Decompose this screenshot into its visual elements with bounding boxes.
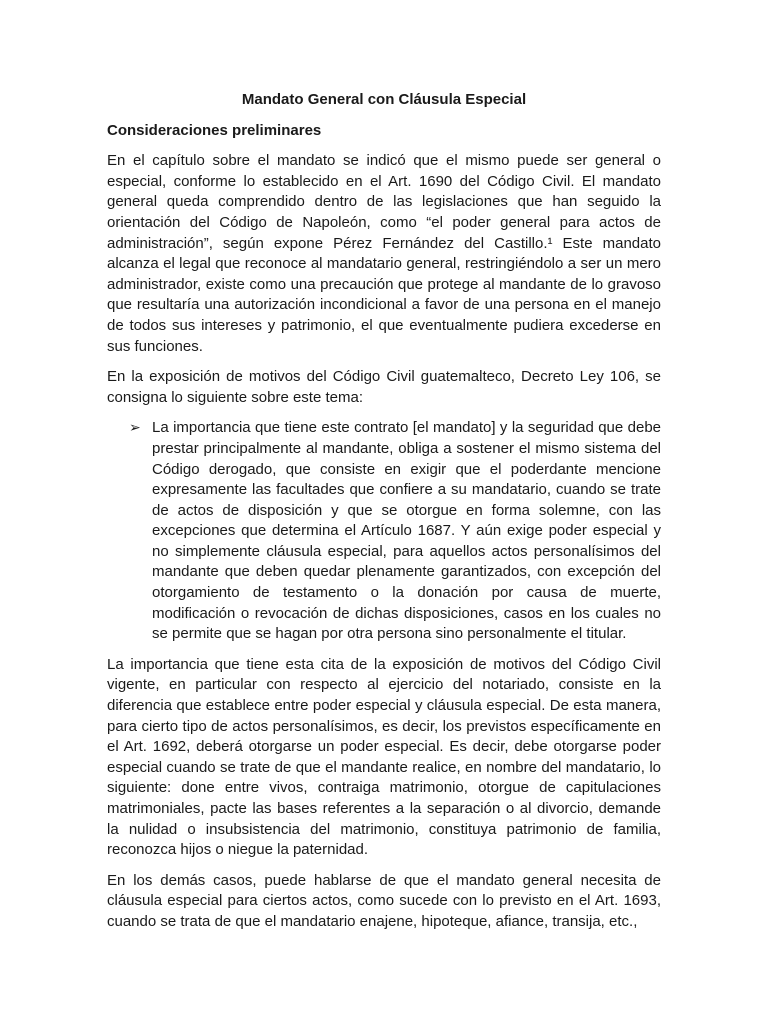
paragraph-3: La importancia que tiene esta cita de la exposición de motivos del Código Civil vigente, en particular con respecto al ejercicio del notariado, consiste en la diferencia que establece entre poder especial y cláusula especial. De esta manera, para cierto tipo de actos personalísimos, es decir, los previstos específicamente en el Art. 1692, deberá otorgarse un poder especial. Es decir, debe otorgarse poder especial cuando se trate de que el mandante realice, en nombre del mandatario, lo siguiente: done entre vivos, contraiga matrimonio, otorgue de capitulaciones matrimoniales, pacte las bases referentes a la separación o al divorcio, demande la nulidad o insubsistencia del matrimonio, constituya patrimonio de familia, reconozca hijos o niegue la paternidad.	[107, 655, 661, 859]
quote-bullet-list	[107, 418, 661, 645]
paragraph-4: En los demás casos, puede hablarse de que el mandato general necesita de cláusula especial para ciertos actos, como sucede con lo previsto en el Art. 1693, cuando se trata de que el mandatario enajene, hipoteque, afiance, transija, etc.,	[107, 871, 661, 930]
bullet-text: La importancia que tiene este contrato [el mandato] y la seguridad que debe prestar principalmente al mandante, obliga a sostener el mismo sistema del Código derogado, que consiste en exigir que el poderdante mencione expresamente las facultades que confiere a su mandatario, cuando se trate de actos de disposición y que se otorgue en forma solemne, con las excepciones que determina el Artículo 1687. Y aún exige poder especial y no simplemente cláusula especial, para aquellos actos personalísimos del mandante que deben quedar plenamente garantizados, con excepción del otorgamiento de testamento o la donación por causa de muerte, modificación o revocación de dichas disposiciones, casos en los cuales no se permite que se hagan por otra persona sino personalmente el titular.	[152, 419, 661, 643]
bullet-item	[107, 418, 661, 645]
arrow-bullet-icon: ➢	[129, 420, 141, 437]
document-title: Mandato General con Cláusula Especial	[241, 91, 527, 108]
document-page	[107, 90, 661, 943]
paragraph-1: En el capítulo sobre el mandato se indicó que el mismo puede ser general o especial, conforme lo establecido en el Art. 1690 del Código Civil. El mandato general queda comprendido dentro de las legislaciones que han seguido la orientación del Código de Napoleón, como “el poder general para actos de administración”, según expone Pérez Fernández del Castillo.¹ Este mandato alcanza el legal que reconoce al mandatario general, restringiéndolo a ser un mero administrador, existe como una precaución que protege al mandante de lo gravoso que resultaría una autorización incondicional a favor de una persona en el manejo de todos sus intereses y patrimonio, el que eventualmente pudiera excederse en sus funciones.	[107, 152, 661, 355]
paragraph-2: En la exposición de motivos del Código Civil guatemalteco, Decreto Ley 106, se consigna lo siguiente sobre este tema:	[107, 368, 661, 406]
section-heading: Consideraciones preliminares	[107, 121, 322, 139]
